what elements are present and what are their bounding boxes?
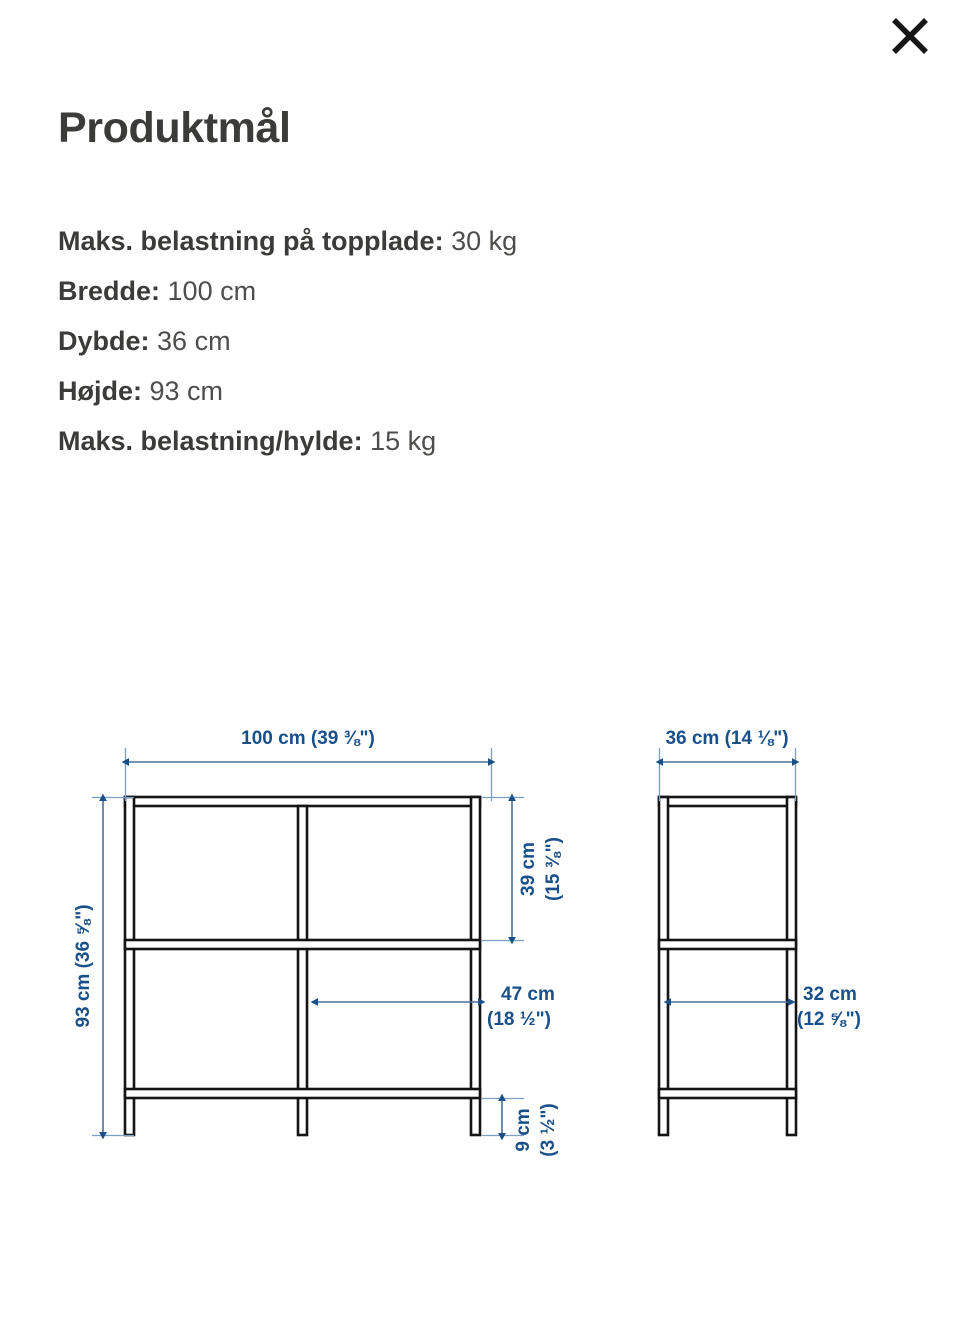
spec-row-max-load-shelf	[58, 416, 818, 466]
product-measurements-list	[58, 216, 818, 466]
dimension-inner-depth-32-label-line1: 32 cm	[803, 984, 857, 1005]
dimension-width-100-label: 100 cm (39 ⅜")	[241, 728, 375, 749]
product-dimensions-diagram	[0, 700, 960, 1200]
spec-key: Bredde:	[58, 276, 161, 306]
dimension-inner-depth-32-label-line2: (12 ⅝")	[797, 1009, 861, 1030]
dimension-compartment-47-label-line1: 47 cm	[501, 984, 555, 1005]
close-button[interactable]	[882, 8, 938, 64]
spec-row-max-load-top	[58, 216, 818, 266]
spec-row-depth	[58, 316, 818, 366]
dimension-depth-36	[660, 748, 796, 801]
dimension-upper-39-label-line2: (15 ⅜")	[543, 837, 564, 901]
spec-value: 15 kg	[370, 426, 437, 456]
dimension-width-100	[126, 748, 492, 801]
dimension-upper-39-label-line1: 39 cm	[518, 842, 539, 896]
dimension-depth-36-label: 36 cm (14 ⅛")	[665, 728, 789, 749]
spec-value: 93 cm	[149, 376, 224, 406]
spec-key: Maks. belastning på topplade:	[58, 226, 444, 256]
dimension-height-93-label: 93 cm (36 ⅝")	[73, 904, 94, 1028]
spec-row-width	[58, 266, 818, 316]
page-title: Produktmål	[58, 104, 291, 152]
spec-value: 30 kg	[451, 226, 518, 256]
spec-value: 36 cm	[157, 326, 231, 356]
spec-key: Dybde:	[58, 326, 150, 356]
spec-key: Højde:	[58, 376, 142, 406]
front-view-furniture	[125, 797, 480, 1135]
spec-value: 100 cm	[167, 276, 257, 306]
dimension-leg-9-label-line1: 9 cm	[513, 1108, 534, 1152]
spec-row-height	[58, 366, 818, 416]
side-view-furniture	[659, 797, 796, 1135]
dimension-compartment-47-label-line2: (18 ½")	[487, 1009, 551, 1030]
close-icon	[888, 14, 932, 58]
spec-key: Maks. belastning/hylde:	[58, 426, 363, 456]
dimension-leg-9-label-line2: (3 ½")	[538, 1103, 559, 1157]
